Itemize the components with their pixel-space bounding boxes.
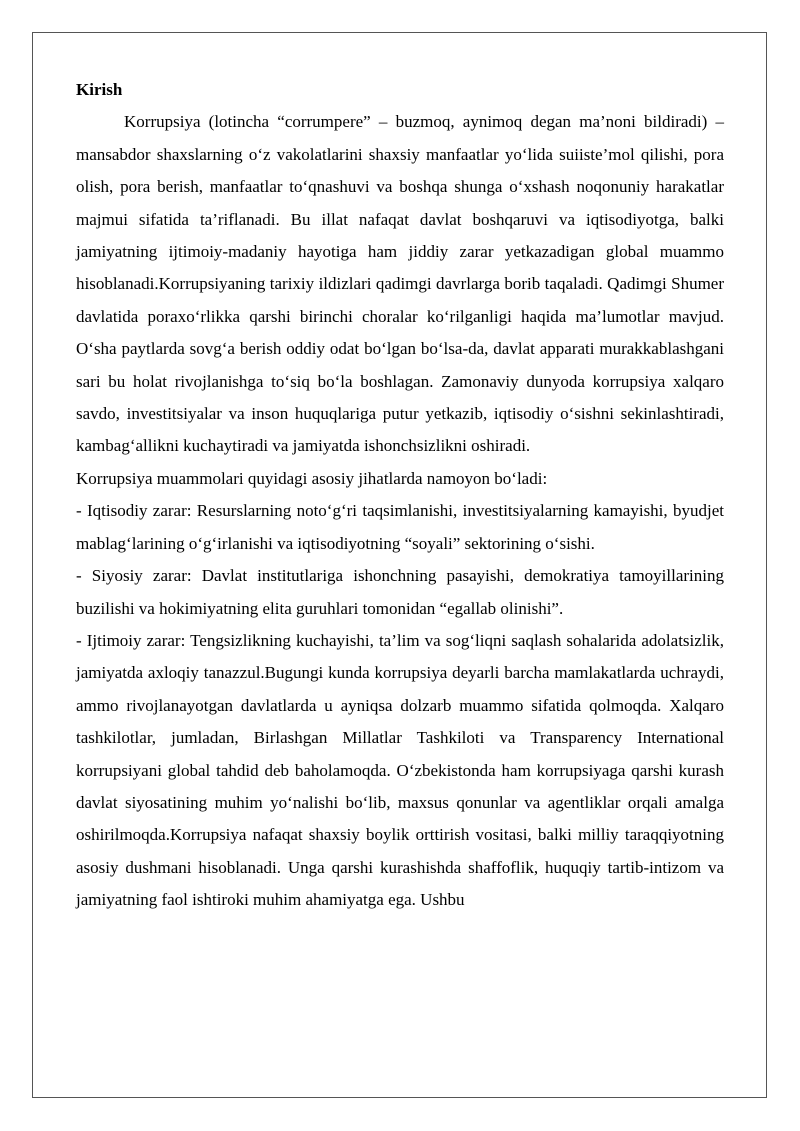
document-body: [76, 74, 724, 917]
social-harm-item: - Ijtimoiy zarar: Tengsizlikning kuchayishi, ta’lim va sog‘liqni saqlash sohalarida adolatsizlik, jamiyatda axloqiy tanazzul.Bugungi kunda korrupsiya deyarli barcha mamlakatlarda uchraydi, ammo rivojlanayotgan davlatlarda u ayniqsa dolzarb muammo sifatida qolmoqda. Xalqaro tashkilotlar, jumladan, Birlashgan Millatlar Tashkiloti va Transparency International korrupsiyani global tahdid deb baholamoqda. O‘zbekistonda ham korrupsiyaga qarshi kurash davlat siyosatining muhim yo‘nalishi bo‘lib, maxsus qonunlar va agentliklar orqali amalga oshirilmoqda.Korrupsiya nafaqat shaxsiy boylik orttirish vositasi, balki milliy taraqqiyotning asosiy dushmani hisoblanadi. Unga qarshi kurashishda shaffoflik, huquqiy tartib-intizom va jamiyatning faol ishtiroki muhim ahamiyatga ega. Ushbu: [76, 630, 724, 910]
economic-harm-item: - Iqtisodiy zarar: Resurslarning noto‘g‘ri taqsimlanishi, investitsiyalarning kamayishi, byudjet mablag‘larining o‘g‘irlanishi va iqtisodiyotning “soyali” sektorining o‘sishi.: [76, 501, 724, 553]
section-heading: Kirish: [76, 80, 123, 99]
list-intro-paragraph: Korrupsiya muammolari quyidagi asosiy jihatlarda namoyon bo‘ladi:: [76, 468, 548, 488]
political-harm-item: - Siyosiy zarar: Davlat institutlariga ishonchning pasayishi, demokratiya tamoyillarining buzilishi va hokimiyatning elita guruhlari tomonidan “egallab olinishi”.: [76, 566, 724, 618]
intro-paragraph: Korrupsiya (lotincha “corrumpere” – buzmoq, aynimoq degan ma’noni bildiradi) – mansabdor shaxslarning o‘z vakolatlarini shaxsiy manfaatlar yo‘lida suiiste’mol qilishi, pora olish, pora berish, manfaatlar to‘qnashuvi va boshqa shunga o‘xshash noqonuniy harakatlar majmui sifatida ta’riflanadi. Bu illat nafaqat davlat boshqaruvi va iqtisodiyotga, balki jamiyatning ijtimoiy-madaniy hayotiga ham jiddiy zarar yetkazadigan global muammo hisoblanadi.Korrupsiyaning tarixiy ildizlari qadimgi davrlarga borib taqaladi. Qadimgi Shumer davlatida poraxo‘rlikka qarshi birinchi choralar ko‘rilganligi haqida ma’lumotlar mavjud. O‘sha paytlarda sovg‘a berish oddiy odat bo‘lgan bo‘lsa-da, davlat apparati murakkablashgani sari bu holat rivojlanishga to‘siq bo‘la boshlagan. Zamonaviy dunyoda korrupsiya xalqaro savdo, investitsiyalar va inson huquqlariga putur yetkazib, iqtisodiy o‘sishni sekinlashtiradi, kambag‘allikni kuchaytiradi va jamiyatda ishonchsizlikni oshiradi.: [76, 112, 724, 456]
